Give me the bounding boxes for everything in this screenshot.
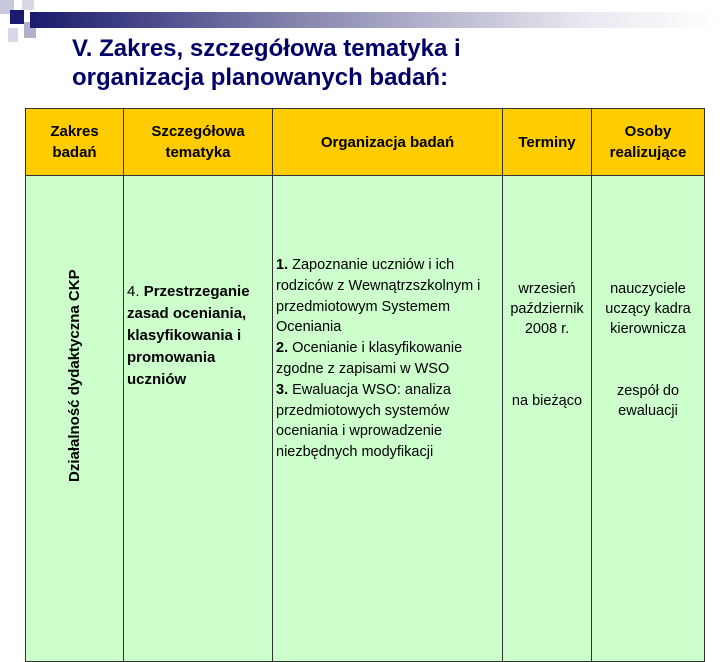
osoby-1: nauczyciele uczący kadra kierownicza (605, 281, 691, 337)
title-line-2: organizacja planowanych badań: (72, 64, 449, 91)
header-terminy: Terminy (503, 109, 592, 176)
cell-organizacja (273, 176, 503, 662)
research-table (25, 108, 705, 662)
cell-tematyka (124, 176, 273, 662)
table-row (26, 176, 705, 662)
termin-1: wrzesień październik 2008 r. (510, 281, 584, 337)
cell-terminy (503, 176, 592, 662)
org-item: 1. Zapoznanie uczniów i ich rodziców z Wewnątrzszkolnym i przedmiotowym Systemem Oceniania (276, 257, 481, 336)
org-item: 3. Ewaluacja WSO: analiza przedmiotowych systemów oceniania i wprowadzenie niezbędnych modyfikacji (276, 381, 451, 461)
cell-osoby (592, 176, 705, 662)
topic-text: Przestrzeganie zasad oceniania, klasyfikowania i promowania uczniów (127, 283, 250, 388)
header-osoby: Osoby realizujące (592, 109, 705, 176)
osoby-2: zespół do ewaluacji (616, 383, 680, 419)
header-zakres: Zakres badań (26, 109, 124, 176)
termin-2: na bieżąco (511, 393, 583, 409)
table-header-row (26, 109, 705, 176)
header-organizacja: Organizacja badań (273, 109, 503, 176)
header-tematyka: Szczegółowa tematyka (124, 109, 273, 176)
topic-number: 4. (127, 283, 144, 300)
zakres-text: Działalność dydaktyczna CKP (66, 269, 83, 482)
header-gradient-bar (30, 12, 720, 28)
org-item: 2. Ocenianie i klasyfikowanie zgodne z zapisami w WSO (276, 340, 463, 377)
title-line-1: V. Zakres, szczegółowa tematyka i (72, 35, 461, 62)
cell-zakres (26, 176, 124, 662)
page-title (72, 34, 461, 92)
